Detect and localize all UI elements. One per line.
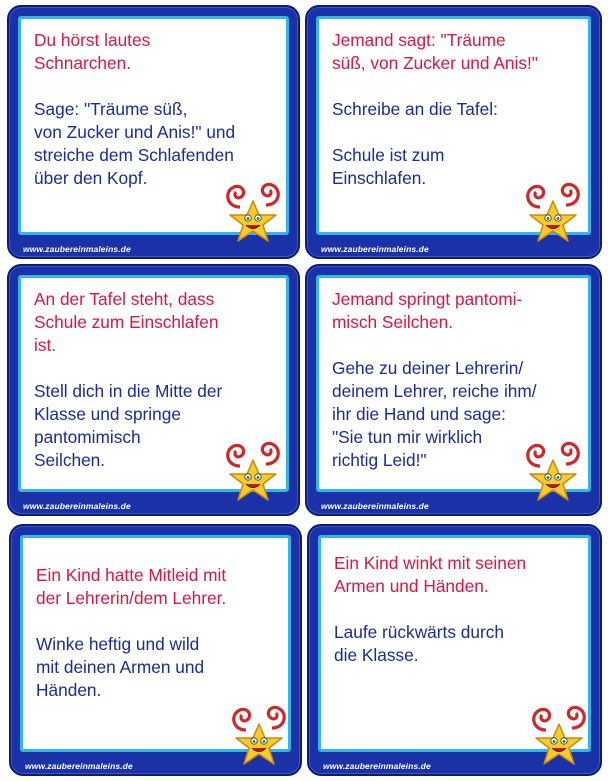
card-action-text: Laufe rückwärts durch die Klasse. xyxy=(334,622,505,665)
card-situation-text: Ein Kind hatte Mitleid mit der Lehrerin/dem Lehrer. xyxy=(36,565,227,608)
card-footer-url: www.zaubereinmaleins.de xyxy=(321,244,429,254)
card-action-text: Stell dich in die Mitte der Klasse und springe pantomimisch Seilchen. xyxy=(34,381,223,470)
star-mascot-icon xyxy=(216,181,290,247)
star-mascot-icon xyxy=(516,440,590,506)
task-card-1 xyxy=(7,5,300,259)
card-footer-url: www.zaubereinmaleins.de xyxy=(23,244,131,254)
card-situation-text: An der Tafel steht, dass Schule zum Einschlafen ist. xyxy=(34,289,219,355)
card-action-text: Gehe zu deiner Lehrerin/ deinem Lehrer, reiche ihm/ ihr die Hand und sage: "Sie tun mir wirklich richtig Leid!" xyxy=(332,358,537,470)
card-footer-url: www.zaubereinmaleins.de xyxy=(23,501,131,511)
card-footer-url: www.zaubereinmaleins.de xyxy=(323,761,431,771)
task-card-2 xyxy=(305,5,602,259)
card-situation-text: Ein Kind winkt mit seinen Armen und Händen. xyxy=(334,553,527,596)
card-action-text: Schreibe an die Tafel: Schule ist zum Einschlafen. xyxy=(332,99,498,188)
card-situation-text: Du hörst lautes Schnarchen. xyxy=(34,30,151,73)
task-card-6 xyxy=(307,524,602,776)
card-action-text: Winke heftig und wild mit deinen Armen und Händen. xyxy=(36,634,205,700)
card-situation-text: Jemand springt pantomi- misch Seilchen. xyxy=(332,289,523,332)
star-mascot-icon xyxy=(216,440,290,506)
task-card-3 xyxy=(7,264,300,516)
task-card-5 xyxy=(9,524,302,776)
star-mascot-icon xyxy=(522,704,596,770)
task-card-4 xyxy=(305,264,602,516)
card-footer-url: www.zaubereinmaleins.de xyxy=(25,761,133,771)
star-mascot-icon xyxy=(222,704,296,770)
star-mascot-icon xyxy=(516,181,590,247)
card-situation-text: Jemand sagt: "Träume süß, von Zucker und Anis!" xyxy=(332,30,538,73)
card-action-text: Sage: "Träume süß, von Zucker und Anis!" und streiche dem Schlafenden über den Kopf. xyxy=(34,99,236,188)
card-footer-url: www.zaubereinmaleins.de xyxy=(321,501,429,511)
